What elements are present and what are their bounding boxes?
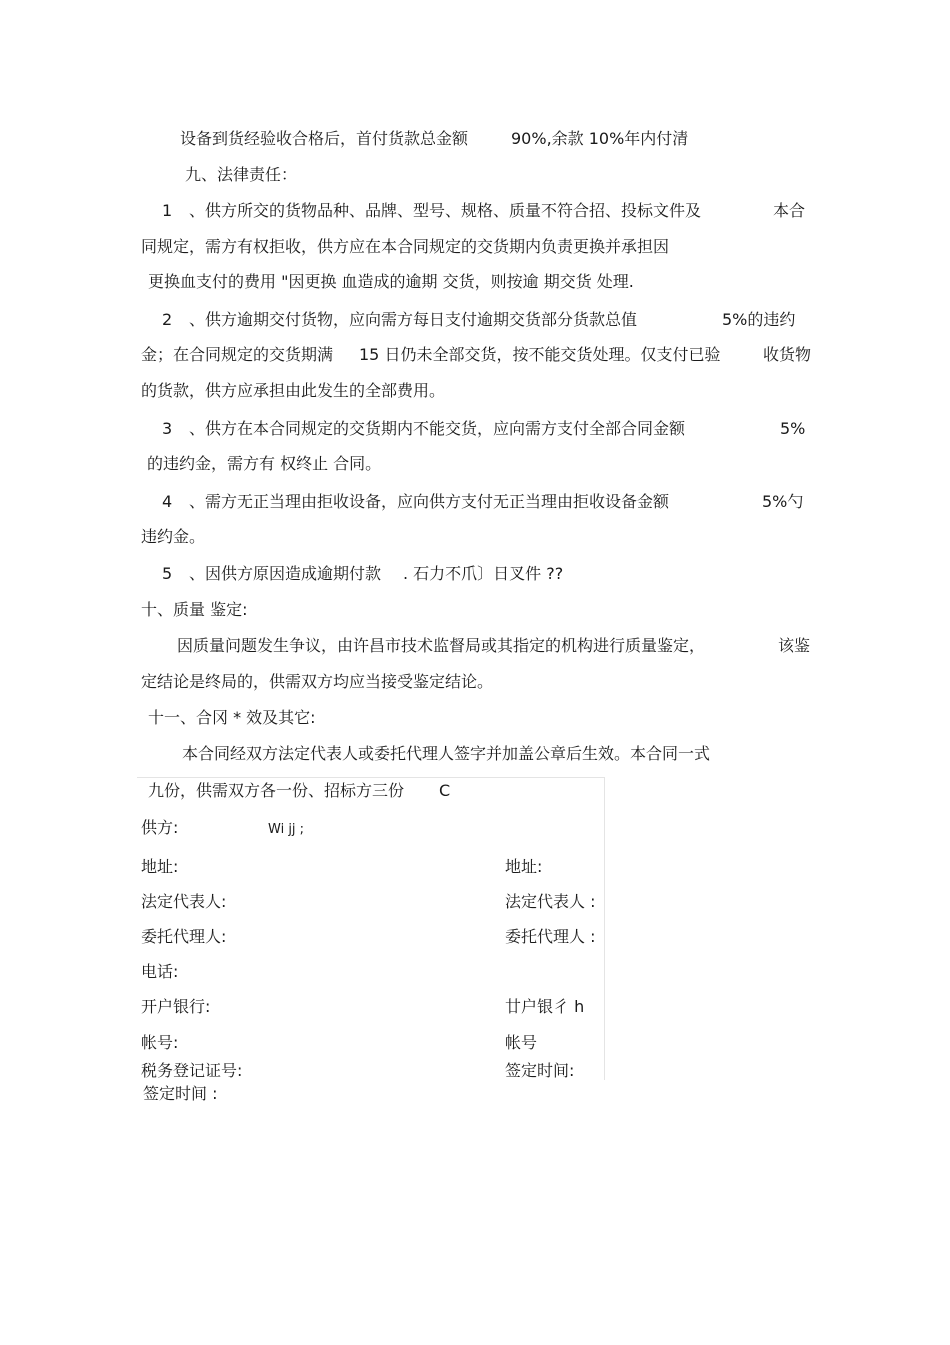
section-heading-quality: 十、质量 鉴定:	[141, 600, 248, 619]
left-agent-label: 委托代理人:	[141, 927, 227, 946]
clause-3-line-1: 、供方在本合同规定的交货期内不能交货，应向需方支付全部合同金额	[189, 419, 686, 438]
effect-line-1: 本合同经双方法定代表人或委托代理人签字并加盖公章后生效。本合同一式	[182, 744, 711, 763]
clause-1-line-3: 更换血支付的费用 "因更换 血造成的逾期 交货，则按逾 期交货 处理.	[148, 272, 634, 291]
effect-line-2: 九份，供需双方各一份、招标方三份	[148, 781, 405, 800]
clause-4-line-1-end: 5%勺	[762, 492, 804, 511]
clause-2-line-2-end: 收货物	[763, 345, 812, 364]
clause-3-line-2: 的违约金，需方有 权终止 合同。	[147, 454, 382, 473]
left-account-label: 帐号:	[141, 1033, 179, 1052]
clause-number-5: 5	[162, 564, 173, 583]
left-sign-time-label: 签定时间 :	[143, 1084, 218, 1103]
right-sign-time-label: 签定时间:	[505, 1061, 575, 1080]
right-legal-rep-label: 法定代表人 :	[505, 892, 596, 911]
left-phone-label: 电话:	[141, 962, 179, 981]
left-address-label: 地址:	[141, 857, 179, 876]
supplier-value: Wi jj ;	[268, 822, 305, 837]
clause-2-line-1-end: 5%的违约	[722, 310, 796, 329]
clause-1-line-2: 同规定，需方有权拒收，供方应在本合同规定的交货期内负责更换并承担因	[141, 237, 670, 256]
section-heading-legal-liability: 九、法律责任：	[185, 165, 298, 184]
right-agent-label: 委托代理人 :	[505, 927, 596, 946]
clause-1-line-1: 、供方所交的货物品种、品牌、型号、规格、质量不符合招、投标文件及	[189, 201, 702, 220]
clause-2-line-2: 金；在合同规定的交货期满	[141, 345, 334, 364]
clause-5-line-1: 、因供方原因造成逾期付款	[189, 564, 382, 583]
right-account-label: 帐号	[505, 1033, 538, 1052]
clause-3-line-1-end: 5%	[780, 419, 806, 438]
payment-terms-percent: 90%,余款 10%年内付清	[511, 129, 689, 148]
clause-1-line-1-end: 本合	[773, 201, 806, 220]
supplier-label: 供方:	[141, 818, 179, 837]
left-bank-label: 开户银行:	[141, 997, 211, 1016]
right-address-label: 地址:	[505, 857, 543, 876]
clause-4-line-2: 违约金。	[141, 527, 206, 546]
clause-2-line-1: 、供方逾期交付货物，应向需方每日支付逾期交货部分货款总值	[189, 310, 638, 329]
clause-number-4: 4	[162, 492, 173, 511]
clause-4-line-1: 、需方无正当理由拒收设备，应向供方支付无正当理由拒收设备金额	[189, 492, 670, 511]
left-legal-rep-label: 法定代表人:	[141, 892, 227, 911]
clause-2-line-2-mid: 15 日仍未全部交货，按不能交货处理。仅支付已验	[359, 345, 721, 364]
clause-number-1: 1	[162, 201, 173, 220]
right-bank-label: 廿户银彳 h	[505, 997, 585, 1016]
clause-5-line-1-end: . 石力不爪〕日叉件 ??	[403, 564, 564, 583]
quality-line-1: 因质量问题发生争议，由许昌市技术监督局或其指定的机构进行质量鉴定，	[177, 636, 706, 655]
clause-number-3: 3	[162, 419, 173, 438]
quality-line-1-end: 该鉴	[778, 636, 811, 655]
left-tax-no-label: 税务登记证号:	[141, 1061, 243, 1080]
payment-terms-line: 设备到货经验收合格后，首付货款总金额	[180, 129, 469, 148]
effect-line-2-end: C	[439, 781, 451, 800]
section-heading-effect: 十一、合冈 * 效及其它:	[148, 708, 316, 727]
clause-number-2: 2	[162, 310, 173, 329]
quality-line-2: 定结论是终局的，供需双方均应当接受鉴定结论。	[141, 672, 494, 691]
clause-2-line-3: 的货款，供方应承担由此发生的全部费用。	[141, 381, 446, 400]
